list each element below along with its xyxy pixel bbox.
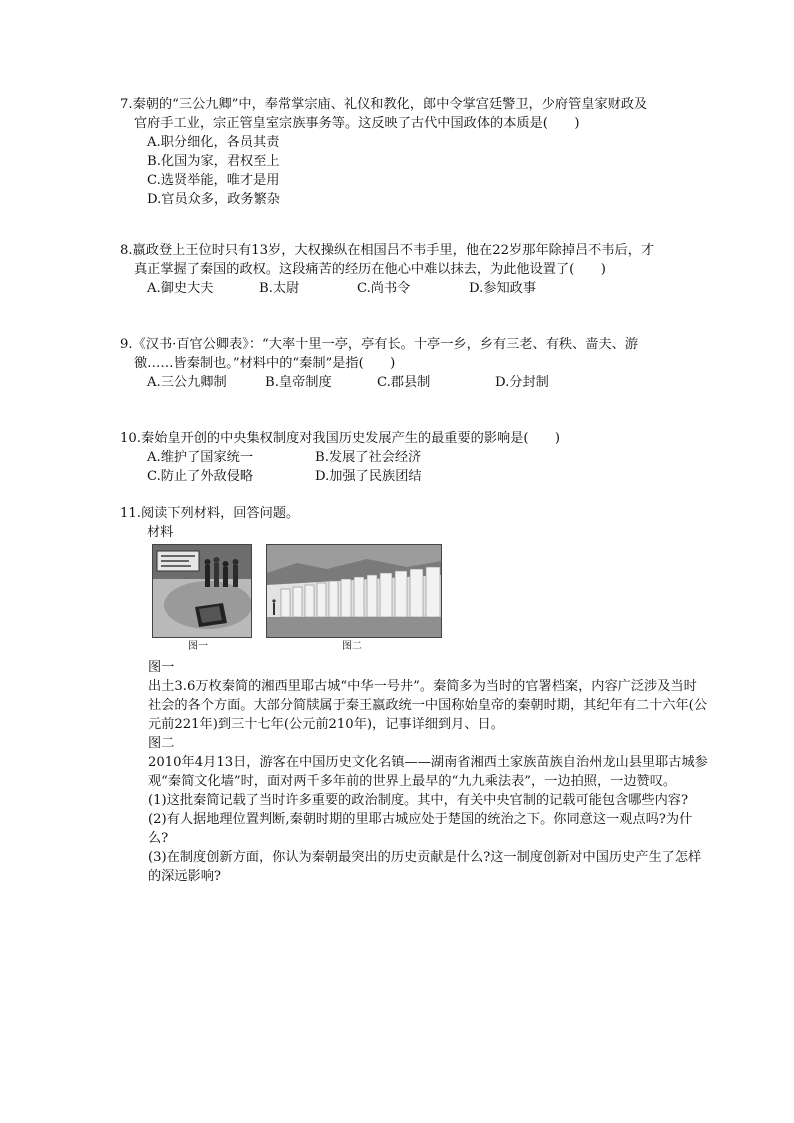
figure-1-text: 出土3.6万枚秦简的湘西里耶古城“中华一号井”。秦简多为当时的官署档案，内容广泛涉及当时社会的各个方面。大部分简牍属于秦王嬴政统一中国称始皇帝的秦朝时期，其纪年有二十六年(公元前221年)到三十七年(公元前210年)，记事详细到月、日。 — [148, 679, 708, 732]
material-label: 材料 — [147, 525, 174, 540]
option-a[interactable]: A.三公九卿制 — [147, 375, 227, 390]
figures — [152, 544, 442, 656]
well-photo — [153, 545, 251, 637]
sub-question-3: (3)在制度创新方面，你认为秦朝最突出的历史贡献是什么?这一制度创新对中国历史产生了怎样的深远影响? — [148, 850, 702, 884]
option-b[interactable]: B.皇帝制度 — [265, 375, 332, 390]
figure-1-caption: 图一 — [188, 641, 208, 652]
option-d[interactable]: D.参知政事 — [469, 281, 537, 296]
question-11 — [120, 504, 700, 542]
option-b[interactable]: B.发展了社会经济 — [315, 450, 422, 465]
wall-photo — [267, 545, 441, 637]
option-b[interactable]: B.化国为家，君权至上 — [147, 154, 280, 169]
question-9-stem-line1: 9.《汉书·百官公卿表》：“大率十里一亭，亭有长。十亭一乡，乡有三老、有秩、啬夫、游 — [120, 337, 639, 352]
option-a[interactable]: A.维护了国家统一 — [147, 450, 254, 465]
material-body — [148, 658, 708, 886]
question-8 — [120, 241, 700, 298]
question-9-options — [120, 373, 700, 392]
option-a[interactable]: A.御史大夫 — [147, 281, 214, 296]
question-10 — [120, 429, 700, 486]
option-c[interactable]: C.防止了外敌侵略 — [147, 469, 254, 484]
question-7-stem-line1: 7.秦朝的“三公九卿”中，奉常掌宗庙、礼仪和教化，郎中令掌宫廷警卫，少府管皇家财政及 — [120, 97, 648, 112]
option-c[interactable]: C.尚书令 — [357, 281, 411, 296]
figure-2-text: 2010年4月13日，游客在中国历史文化名镇——湖南省湘西土家族苗族自治州龙山县里耶古城参观“秦简文化墙”时，面对两千多年前的世界上最早的“九九乘法表”，一边拍照，一边赞叹。 — [148, 755, 708, 789]
question-9 — [120, 335, 700, 392]
question-7-options — [120, 133, 700, 209]
option-d[interactable]: D.加强了民族团结 — [315, 469, 422, 484]
question-8-stem-line2: 真正掌握了秦国的政权。这段痛苦的经历在他心中难以抹去，为此他设置了( ) — [134, 262, 606, 277]
figure-1-heading: 图一 — [148, 660, 175, 675]
question-7-stem-line2: 官府手工业，宗正管皇室宗族事务等。这反映了古代中国政体的本质是( ) — [134, 116, 580, 131]
option-d[interactable]: D.分封制 — [495, 375, 549, 390]
option-a[interactable]: A.职分细化，各员其责 — [147, 135, 280, 150]
option-c[interactable]: C.选贤举能，唯才是用 — [147, 173, 280, 188]
figure-1-image — [152, 544, 252, 638]
question-7 — [120, 95, 700, 209]
figure-2-image — [266, 544, 442, 638]
question-10-options — [120, 448, 700, 486]
figure-2-heading: 图二 — [148, 736, 175, 751]
option-b[interactable]: B.太尉 — [259, 281, 300, 296]
sub-question-2: (2)有人据地理位置判断,秦朝时期的里耶古城应处于楚国的统治之下。你同意这一观点吗?为什么? — [148, 812, 693, 846]
sub-question-1: (1)这批秦简记载了当时许多重要的政治制度。其中，有关中央官制的记载可能包含哪些内容? — [148, 793, 689, 808]
option-d[interactable]: D.官员众多，政务繁杂 — [147, 192, 280, 207]
question-9-stem-line2: 徼……皆秦制也。”材料中的“秦制”是指( ) — [134, 356, 396, 371]
question-10-stem: 10.秦始皇开创的中央集权制度对我国历史发展产生的最重要的影响是( ) — [120, 431, 561, 446]
figure-2-caption: 图二 — [342, 641, 362, 652]
option-c[interactable]: C.郡县制 — [377, 375, 431, 390]
question-11-stem: 11.阅读下列材料，回答问题。 — [120, 506, 300, 521]
question-8-stem-line1: 8.嬴政登上王位时只有13岁，大权操纵在相国吕不韦手里，他在22岁那年除掉吕不韦后，才 — [120, 243, 655, 258]
question-8-options — [120, 279, 700, 298]
